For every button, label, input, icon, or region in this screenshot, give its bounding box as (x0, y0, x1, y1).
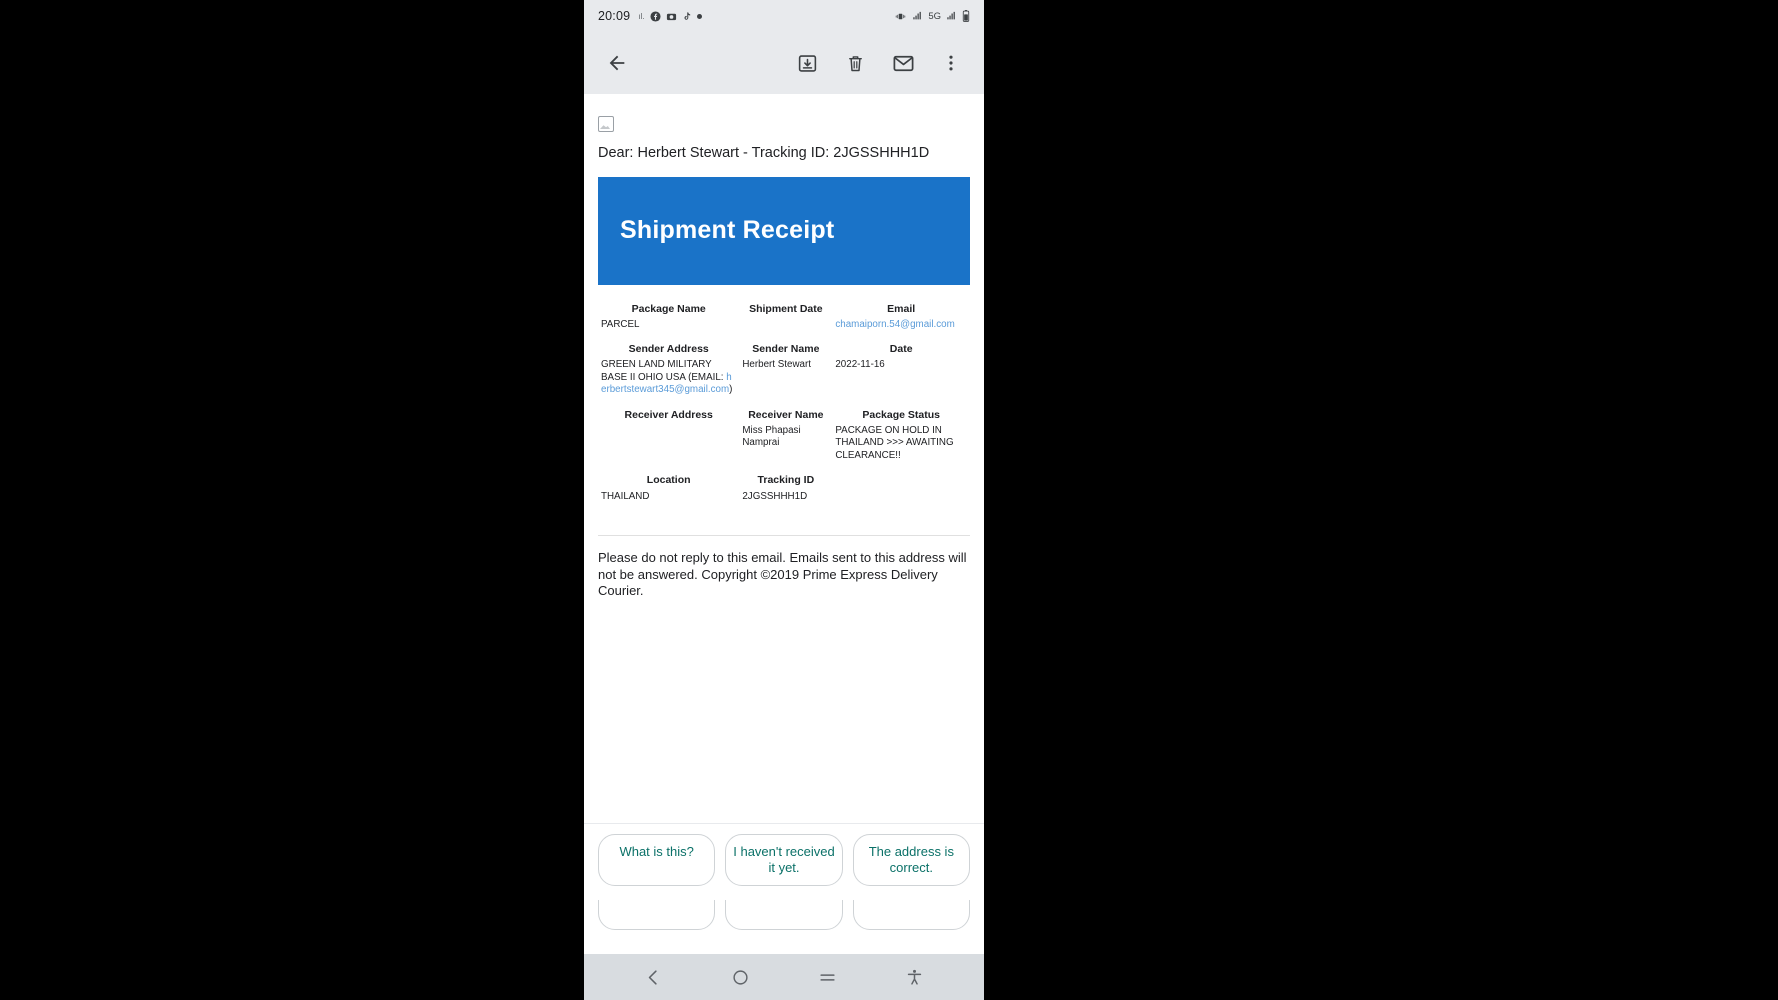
status-bar-right (894, 10, 970, 22)
table-row (598, 357, 970, 403)
dot-indicator (697, 14, 702, 19)
status-bar (584, 0, 984, 32)
th-sender-address: Sender Address (628, 343, 709, 356)
accessibility-icon[interactable] (895, 957, 935, 997)
email-greeting: Dear: Herbert Stewart - Tracking ID: 2JGSSHHH1D (598, 145, 930, 161)
back-arrow-icon[interactable] (598, 44, 636, 82)
smart-reply-row (584, 823, 984, 901)
td-receiver-name: Miss Phapasi Namprai (742, 424, 801, 449)
table-row (598, 317, 970, 338)
sender-address-text: GREEN LAND MILITARY BASE II OHIO USA (EMAIL: (601, 359, 724, 383)
td-location: THAILAND (601, 490, 650, 502)
th-tracking-id: Tracking ID (757, 474, 815, 487)
footer-divider (598, 535, 970, 536)
td-shipment-date (739, 317, 832, 338)
nav-home-icon[interactable] (721, 957, 761, 997)
nav-back-icon[interactable] (634, 957, 674, 997)
status-clock: 20:09 (598, 9, 631, 23)
smart-reply-chip-ghost-3: correct. (853, 878, 970, 931)
td-sender-name: Herbert Stewart (742, 359, 811, 371)
email-footnote: Please do not reply to this email. Emails sent to this address will not be answered. Copyright ©2019 Prime Express Delivery Courier. (598, 550, 967, 599)
banner-title: Shipment Receipt (620, 216, 835, 245)
td-date: 2022-11-16 (835, 359, 885, 371)
more-vertical-icon[interactable] (932, 44, 970, 82)
table-row (598, 423, 970, 469)
td-sender-address (598, 357, 739, 403)
archive-icon[interactable] (788, 44, 826, 82)
th-package-status: Package Status (862, 408, 940, 421)
receipt-table-wrapper (598, 297, 970, 510)
battery-icon (962, 10, 970, 22)
status-clock-suffix: ıl. (638, 11, 645, 21)
th-sender-name: Sender Name (752, 343, 820, 356)
th-receiver-address: Receiver Address (624, 408, 713, 421)
nav-recents-icon[interactable] (808, 957, 848, 997)
app-bar (584, 32, 984, 94)
envelope-icon[interactable] (884, 44, 922, 82)
phone-screen (584, 0, 984, 1000)
table-header-row (598, 403, 970, 423)
signal-2-icon (946, 11, 957, 21)
th-email: Email (887, 302, 916, 315)
smart-reply-not-received[interactable]: I haven't received it yet. (725, 834, 842, 887)
table-row (598, 489, 970, 510)
receipt-table (598, 297, 970, 510)
td-package-status: PACKAGE ON HOLD IN THAILAND >>> AWAITING CLEARANCE!! (835, 424, 954, 461)
td-receiver-address (598, 423, 739, 469)
table-header-row (598, 468, 970, 488)
network-label: 5G (928, 10, 941, 22)
td-package-name: PARCEL (601, 318, 640, 330)
td-tracking-id: 2JGSSHHH1D (742, 490, 808, 502)
camera-icon (666, 11, 677, 22)
facebook-icon (650, 11, 661, 22)
th-date: Date (889, 343, 913, 356)
system-navigation-bar (584, 954, 984, 1000)
sender-address-paren: ) (729, 384, 733, 396)
signal-icon (912, 11, 923, 21)
th-blank (832, 468, 970, 488)
th-shipment-date: Shipment Date (749, 302, 823, 315)
shipment-receipt-banner (598, 177, 970, 285)
tiktok-icon (682, 11, 692, 22)
email-body (584, 94, 984, 919)
smart-reply-chip-ghost-2: it yet. (725, 878, 842, 931)
vibrate-icon (894, 11, 907, 22)
th-receiver-name: Receiver Name (748, 408, 824, 421)
sender-email-link[interactable]: herbertstewart345@gmail.com (601, 371, 732, 396)
td-email (832, 317, 970, 338)
smart-reply-what-is-this[interactable]: What is this? (598, 834, 715, 887)
status-bar-left (598, 9, 702, 23)
td-blank (832, 489, 970, 510)
trash-icon[interactable] (836, 44, 874, 82)
receiver-email-link[interactable]: chamaiporn.54@gmail.com (835, 318, 955, 330)
table-header-row (598, 337, 970, 357)
broken-image-placeholder-icon (598, 116, 614, 132)
th-location: Location (646, 474, 691, 487)
table-header-row (598, 297, 970, 317)
smart-reply-address-correct[interactable]: The address is correct. (853, 834, 970, 887)
th-package-name: Package Name (631, 302, 706, 315)
